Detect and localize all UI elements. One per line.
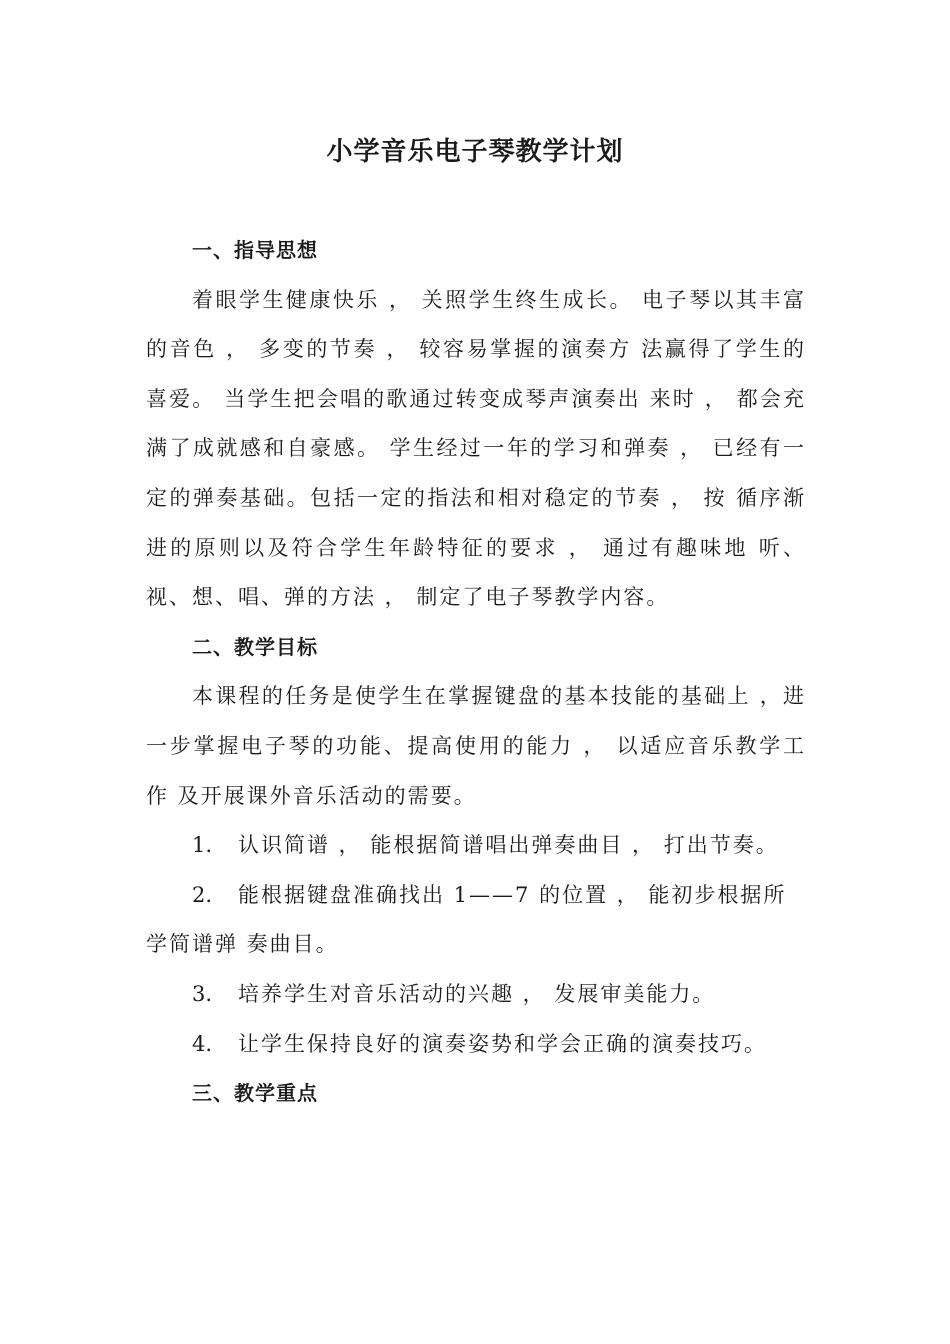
goal-item-text: 认识简谱 ， 能根据简谱唱出弹奏曲目 ， 打出节奏。 bbox=[238, 833, 779, 858]
paragraph-guiding-ideology: 着眼学生健康快乐 ， 关照学生终生成长。 电子琴以其丰富的音色 ， 多变的节奏 ， 较容易掌握的演奏方 法赢得了学生的喜爱。 当学生把会唱的歌通过转变成琴声演奏出 来时 ， 都会充满了成就感和自豪感。 学生经过一年的学习和弹奏 ， 已经有一定的弹奏基础。包括一定的指法和相对稳定的节奏 ， 按 循序渐进的原则以及符合学生年龄特征的要求 ， 通过有趣味地 听、视、想、唱、弹的方法 ， 制定了电子琴教学内容。 bbox=[146, 287, 806, 610]
goal-item-1 bbox=[146, 821, 806, 871]
section-heading-teaching-goals: 二、教学目标 bbox=[192, 634, 318, 659]
document-body bbox=[146, 226, 806, 1119]
goal-item-number: 2. bbox=[192, 882, 213, 907]
section-heading-guiding-ideology: 一、指导思想 bbox=[192, 238, 318, 262]
section-heading-teaching-focus: 三、教学重点 bbox=[192, 1081, 318, 1106]
goal-item-text: 能根据键盘准确找出 1——7 的位置 ， 能初步根据所学简谱弹 奏曲目。 bbox=[146, 882, 787, 957]
goal-item-text: 培养学生对音乐活动的兴趣 ， 发展审美能力。 bbox=[238, 981, 716, 1006]
goal-item-number: 1. bbox=[192, 833, 213, 858]
goal-item-number: 4. bbox=[192, 1031, 213, 1056]
goal-item-3 bbox=[146, 970, 806, 1020]
paragraph-teaching-goals: 本课程的任务是使学生在掌握键盘的基本技能的基础上 ，进 一步掌握电子琴的功能、提高使用的能力 ， 以适应音乐教学工作 及开展课外音乐活动的需要。 bbox=[146, 684, 806, 808]
goal-item-number: 3. bbox=[192, 981, 213, 1006]
goal-item-2 bbox=[146, 871, 806, 970]
document-title: 小学音乐电子琴教学计划 bbox=[326, 137, 624, 167]
goal-item-4 bbox=[146, 1020, 806, 1070]
goal-item-text: 让学生保持良好的演奏姿势和学会正确的演奏技巧。 bbox=[238, 1031, 767, 1056]
